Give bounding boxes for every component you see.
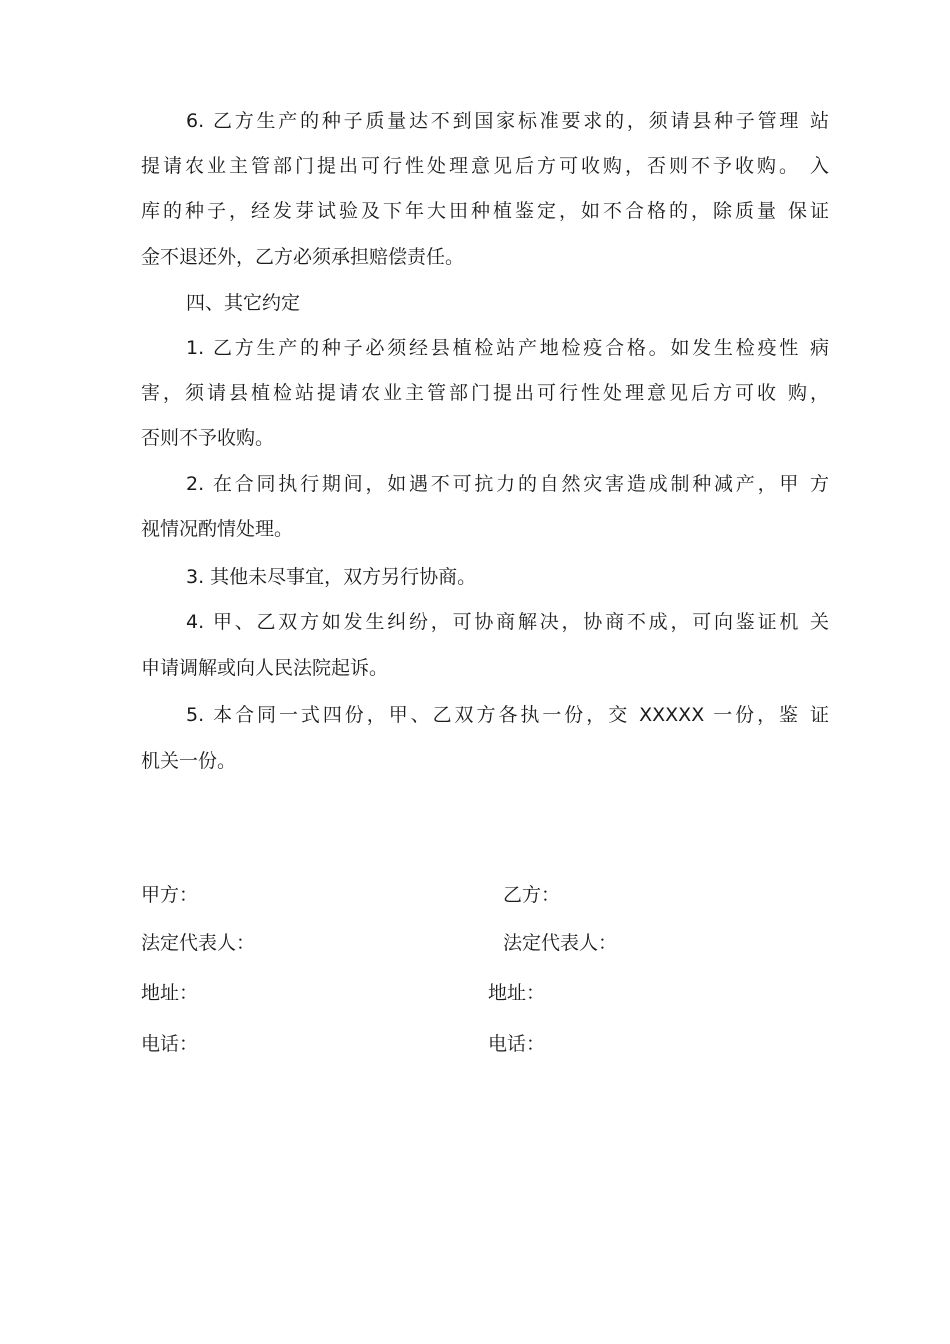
clause-3-6-line-1: 6. 乙方生产的种子质量达不到国家标准要求的，须请县种子管理 站 [186, 110, 829, 132]
party-a-address-label: 地址： [141, 982, 199, 1004]
clause-4-5-line-1: 5. 本合同一式四份，甲、乙双方各执一份，交 XXXXX 一份，鉴 证 [186, 704, 829, 726]
clause-4-4-line-2: 申请调解或向人民法院起诉。 [141, 657, 389, 679]
clause-3-6-line-3: 库的种子，经发芽试验及下年大田种植鉴定，如不合格的，除质量 保证 [141, 200, 829, 222]
party-b-representative-label: 法定代表人： [503, 932, 618, 954]
clause-4-3-line-1: 3. 其他未尽事宜，双方另行协商。 [186, 566, 477, 588]
party-b-address-label: 地址： [488, 982, 546, 1004]
clause-4-2-line-2: 视情况酌情处理。 [141, 518, 294, 540]
clause-4-5-line-2: 机关一份。 [141, 750, 237, 772]
party-b-label: 乙方： [503, 884, 561, 906]
party-a-representative-label: 法定代表人： [141, 932, 256, 954]
party-a-label: 甲方： [141, 884, 199, 906]
clause-3-6-line-4: 金不退还外，乙方必须承担赔偿责任。 [141, 246, 465, 268]
party-a-phone-label: 电话： [141, 1033, 199, 1055]
clause-4-2-line-1: 2. 在合同执行期间，如遇不可抗力的自然灾害造成制种减产，甲 方 [186, 473, 829, 495]
party-b-phone-label: 电话： [488, 1033, 546, 1055]
clause-4-1-line-2: 害，须请县植检站提请农业主管部门提出可行性处理意见后方可收 购， [141, 382, 829, 404]
section-4-heading: 四、其它约定 [186, 292, 301, 314]
clause-4-4-line-1: 4. 甲、乙双方如发生纠纷，可协商解决，协商不成，可向鉴证机 关 [186, 611, 829, 633]
clause-4-1-line-1: 1. 乙方生产的种子必须经县植检站产地检疫合格。如发生检疫性 病 [186, 337, 829, 359]
clause-4-1-line-3: 否则不予收购。 [141, 427, 275, 449]
clause-3-6-line-2: 提请农业主管部门提出可行性处理意见后方可收购，否则不予收购。 入 [141, 155, 829, 177]
